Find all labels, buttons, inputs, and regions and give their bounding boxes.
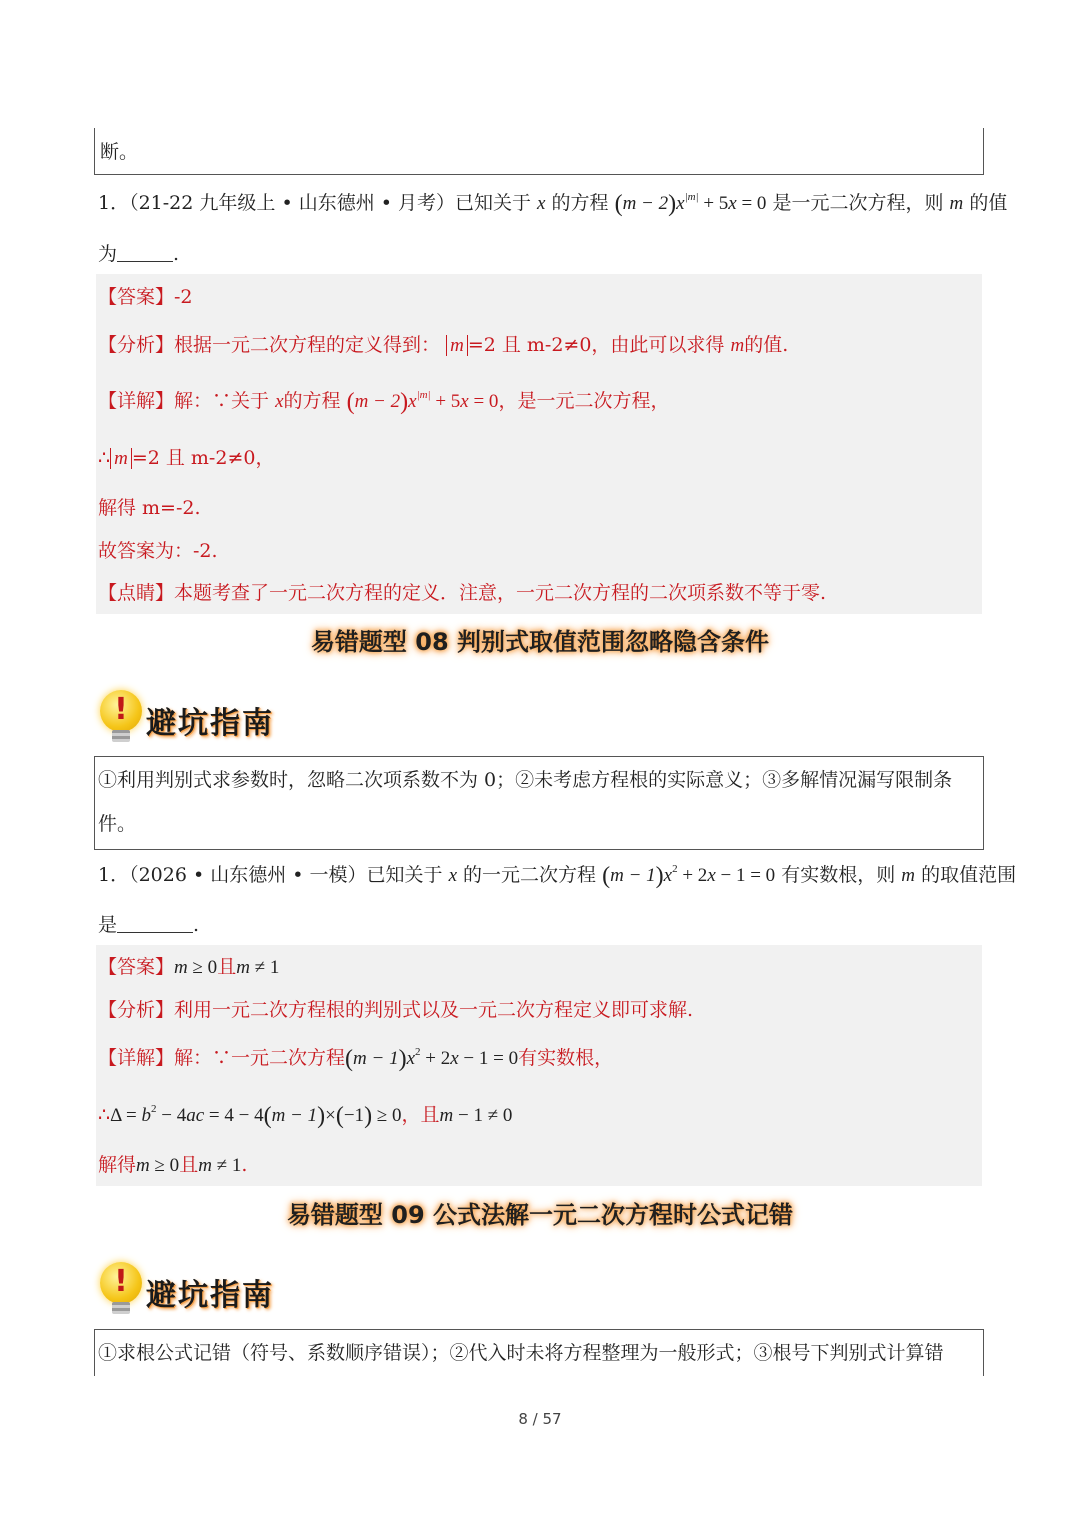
lightbulb-base bbox=[112, 730, 130, 742]
therefore-symbol: ∴ bbox=[98, 447, 111, 469]
page-number: 8 / 57 bbox=[518, 1410, 562, 1428]
condition-formula: m − 1 ≠ 0 bbox=[439, 1105, 513, 1126]
answer-tag: 【答案】 bbox=[98, 286, 175, 308]
var-m: m bbox=[730, 335, 745, 356]
question-1-suffix: 是一元二次方程，则 bbox=[772, 192, 944, 214]
detail-text-c: ，是一元二次方程， bbox=[498, 390, 670, 412]
note-box-text: 断。 bbox=[100, 141, 139, 163]
detail-tag: 【详解】 bbox=[98, 1047, 175, 1069]
analysis-tag: 【分析】 bbox=[98, 999, 175, 1021]
detail-text-b: 有实数根， bbox=[518, 1047, 614, 1069]
answer-blank bbox=[117, 914, 193, 933]
solution-2-therefore bbox=[98, 1103, 512, 1128]
solution-2-analysis bbox=[98, 998, 693, 1022]
question-2-line-2 bbox=[98, 913, 199, 937]
pitfall-guide-badge bbox=[100, 1262, 300, 1318]
pitfall-box-08-line-2: 件。 bbox=[98, 813, 137, 835]
question-2-suffix: 有实数根，则 bbox=[781, 864, 896, 886]
answer-tag: 【答案】 bbox=[98, 956, 175, 978]
equation-1: $(m - 2)x^{|m|} + 5x = 0$ bbox=[614, 191, 767, 217]
detail-text-a: 解：∵一元二次方程 bbox=[174, 1047, 346, 1069]
lightbulb-base bbox=[112, 1302, 130, 1314]
solution-1-panel bbox=[96, 274, 982, 614]
abs-m: m bbox=[446, 335, 468, 356]
pitfall-box-08-line-1: ①利用判别式求参数时，忽略二次项系数不为 0；②未考虑方程根的实际意义；③多解情况漏写限制条 bbox=[98, 769, 953, 791]
question-1-suffix2: 的值 bbox=[969, 192, 1008, 214]
question-2-end: . bbox=[193, 914, 200, 936]
solve-end: . bbox=[241, 1154, 248, 1176]
comment-tag: 【点睛】 bbox=[98, 582, 175, 604]
var-m: m bbox=[949, 193, 964, 214]
question-2-line-1 bbox=[98, 863, 1016, 888]
question-1-line2-text: 为 bbox=[98, 243, 118, 265]
solution-2-detail bbox=[98, 1046, 613, 1071]
question-1-prefix: 1．（21-22 九年级上 • 山东德州 • 月考）已知关于 bbox=[98, 192, 531, 214]
analysis-tag: 【分析】 bbox=[98, 334, 175, 356]
answer-value: -2 bbox=[174, 286, 193, 308]
var-x: x bbox=[448, 865, 457, 886]
equation-1-repeat: $(m - 2)x^{|m|} + 5x = 0$ bbox=[346, 389, 499, 415]
detail-text-b: 的方程 bbox=[283, 390, 341, 412]
exclamation-icon: ! bbox=[114, 1264, 128, 1299]
therefore-text: =2 且 m-2≠0， bbox=[131, 447, 275, 469]
therefore-symbol: ∴ bbox=[98, 1104, 111, 1126]
analysis-text: 利用一元二次方程根的判别式以及一元二次方程定义即可求解. bbox=[174, 999, 694, 1021]
question-1-end: . bbox=[173, 243, 180, 265]
discriminant-formula: $\Delta = b^2 - 4ac = 4 - 4(m - 1)\times(-1) \ge 0$ bbox=[110, 1103, 402, 1129]
solve-formula-b: m ≠ 1 bbox=[198, 1155, 242, 1176]
solve-and: 且 bbox=[179, 1154, 199, 1176]
answer-formula-b: m ≠ 1 bbox=[236, 957, 280, 978]
solution-1-comment bbox=[98, 581, 826, 605]
solution-2-answer bbox=[98, 955, 279, 980]
answer-and: 且 bbox=[217, 956, 237, 978]
pitfall-box-09-line-1: ①求根公式记错（符号、系数顺序错误）；②代入时未将方程整理为一般形式；③根号下判别式计算错 bbox=[98, 1342, 944, 1364]
answer-blank bbox=[117, 243, 173, 262]
note-box-continued bbox=[94, 128, 984, 175]
question-2-middle: 的一元二次方程 bbox=[463, 864, 597, 886]
solution-1-therefore bbox=[98, 446, 274, 471]
equation-2: $(m - 1)x^2 + 2x - 1 = 0$ bbox=[602, 863, 776, 889]
question-1-middle: 的方程 bbox=[551, 192, 609, 214]
therefore-text: ，且 bbox=[401, 1104, 440, 1126]
solution-1-detail bbox=[98, 389, 669, 414]
section-heading-09: 易错题型 09 公式法解一元二次方程时公式记错 bbox=[286, 1201, 794, 1229]
solution-2-solve bbox=[98, 1153, 247, 1178]
solve-formula-a: m ≥ 0 bbox=[136, 1155, 180, 1176]
abs-m: m bbox=[110, 448, 132, 469]
solution-1-analysis bbox=[98, 333, 788, 358]
answer-formula-a: m ≥ 0 bbox=[174, 957, 218, 978]
section-heading-08: 易错题型 08 判别式取值范围忽略隐含条件 bbox=[310, 628, 770, 656]
question-2-line2-text: 是 bbox=[98, 914, 118, 936]
question-1-line-2 bbox=[98, 242, 179, 266]
var-m: m bbox=[901, 865, 916, 886]
analysis-text-a: 根据一元二次方程的定义得到： bbox=[174, 334, 441, 356]
pitfall-guide-label: 避坑指南 bbox=[146, 1278, 274, 1313]
analysis-text-b: =2 且 m-2≠0，由此可以求得 bbox=[467, 334, 725, 356]
question-1-line-1 bbox=[98, 191, 1007, 216]
detail-text-a: 解：∵关于 bbox=[174, 390, 270, 412]
solution-1-solve: 解得 m=-2. bbox=[98, 497, 201, 519]
pitfall-guide-label: 避坑指南 bbox=[146, 706, 274, 741]
exclamation-icon: ! bbox=[114, 692, 128, 727]
comment-text: 本题考查了一元二次方程的定义．注意，一元二次方程的二次项系数不等于零. bbox=[174, 582, 827, 604]
equation-2-repeat: $(m - 1)x^2 + 2x - 1 = 0$ bbox=[345, 1046, 519, 1072]
solve-text-a: 解得 bbox=[98, 1154, 137, 1176]
analysis-text-c: 的值. bbox=[744, 334, 789, 356]
var-x: x bbox=[275, 391, 284, 412]
question-2-suffix2: 的取值范围 bbox=[921, 864, 1017, 886]
solution-1-final: 故答案为：-2. bbox=[98, 540, 218, 562]
var-x: x bbox=[537, 193, 546, 214]
solution-1-answer bbox=[98, 285, 193, 309]
question-2-prefix: 1．（2026 • 山东德州 • 一模）已知关于 bbox=[98, 864, 443, 886]
pitfall-guide-badge bbox=[100, 690, 300, 746]
detail-tag: 【详解】 bbox=[98, 390, 175, 412]
